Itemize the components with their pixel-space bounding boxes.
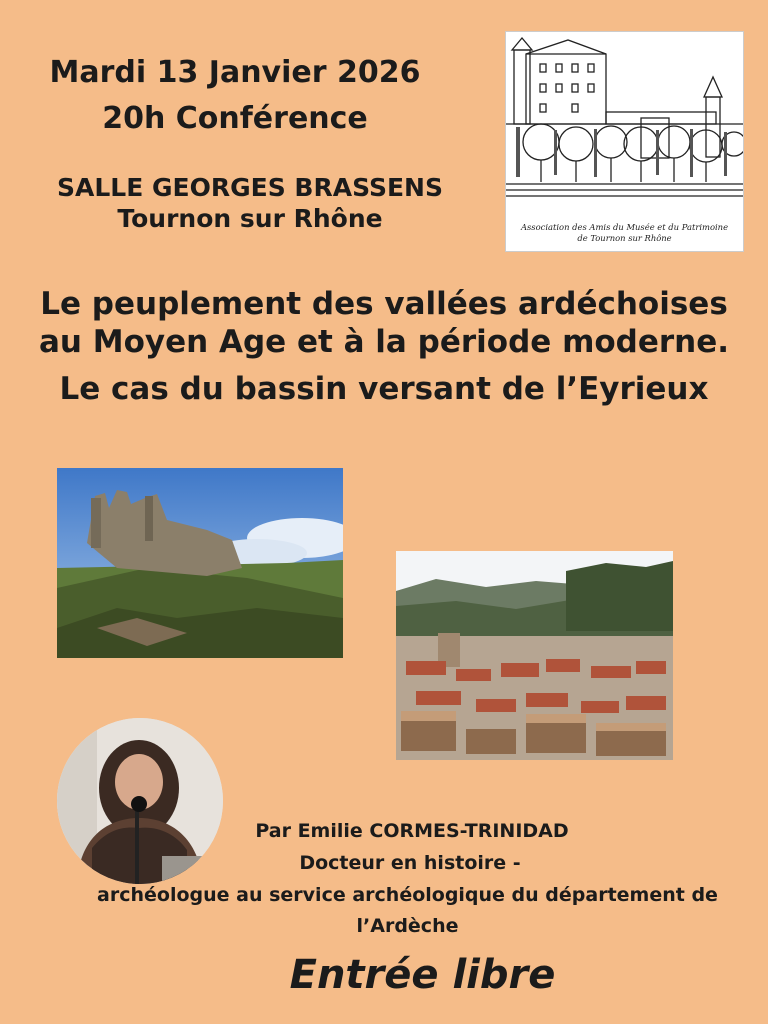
speaker-role-line-1: Docteur en histoire - [299,852,521,874]
castle-drawing [506,32,743,251]
speaker-role-line-2: archéologue au service archéologique du département de [97,884,718,906]
association-logo [505,31,744,252]
venue-name: SALLE GEORGES BRASSENS [57,173,443,202]
free-entry-label: Entrée libre [289,952,556,998]
title-line-2: au Moyen Age et à la période moderne. [38,324,730,360]
event-time: 20h Conférence [102,101,368,136]
castle-ruins-photo [57,468,343,658]
speaker-name: Par Emilie CORMES-TRINIDAD [255,820,569,842]
title-line-1: Le peuplement des vallées ardéchoises [40,286,728,322]
village-photo [396,551,673,760]
logo-caption [506,222,743,244]
title-line-3: Le cas du bassin versant de l’Eyrieux [59,371,709,407]
logo-caption-line1: Association des Amis du Musée et du Patrimoine [520,222,729,232]
event-date: Mardi 13 Janvier 2026 [49,55,421,90]
logo-caption-line2: de Tournon sur Rhône [577,233,672,243]
speaker-role-line-3: l’Ardèche [356,915,459,937]
venue-city: Tournon sur Rhône [117,204,383,233]
